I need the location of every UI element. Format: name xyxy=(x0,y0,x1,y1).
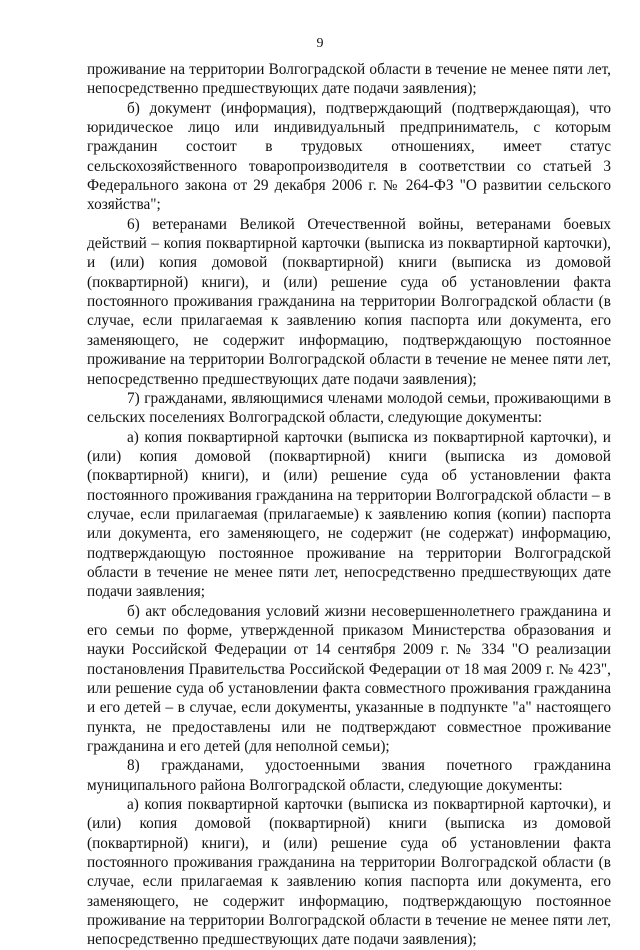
paragraph-item-7-young-family: 7) гражданами, являющимися членами молодой семьи, проживающими в сельских поселениях Волгоградской области, следующие документы: xyxy=(87,389,611,427)
paragraph-item-7a: а) копия поквартирной карточки (выписка из поквартирной карточки), и (или) копия домовой (поквартирной) книги (выписка из домовой (поквартирной) книги), и (или) решение суда об установлении факта постоянного проживания гражданина на территории Волгоградской области – в случае, если прилагаемая (прилагаемые) к заявлению копия (копии) паспорта или документа, его заменяющего, не содержит (не содержат) информацию, подтверждающую постоянное проживание на территории Волгоградской области в течение не менее пяти лет, непосредственно предшествующих дате подачи заявления; xyxy=(87,428,611,601)
paragraph-item-6-veterans: 6) ветеранами Великой Отечественной войны, ветеранами боевых действий – копия поквартирной карточки (выписка из поквартирной карточки), и (или) копия домовой (поквартирной) книги (выписка из домовой (поквартирной) книги), и (или) решение суда об установлении факта постоянного проживания гражданина на территории Волгоградской области (в случае, если прилагаемая к заявлению копия паспорта или документа, его заменяющего, не содержит информацию, подтверждающую постоянное проживание на территории Волгоградской области в течение не менее пяти лет, непосредственно предшествующих дате подачи заявления); xyxy=(87,215,611,388)
page-number: 9 xyxy=(316,36,324,51)
paragraph-6b-document: б) документ (информация), подтверждающий (подтверждающая), что юридическое лицо или индивидуальный предприниматель, с которым гражданин состоит в трудовых отношениях, имеет статус сельскохозяйственного товаропроизводителя в соответствии со статьей 3 Федерального закона от 29 декабря 2006 г. № 264-ФЗ "О развитии сельского хозяйства"; xyxy=(87,99,611,214)
paragraph-item-7b: б) акт обследования условий жизни несовершеннолетнего гражданина и его семьи по форме, утвержденной приказом Министерства образования и науки Российской Федерации от 14 сентября 2009 г. № 334 "О реализации постановления Правительства Российской Федерации от 18 мая 2009 г. № 423", или решение суда об установлении факта совместного проживания гражданина и его детей – в случае, если документы, указанные в подпункте "а" настоящего пункта, не предоставлены или не подтверждают совместное проживание гражданина и его детей (для неполной семьи); xyxy=(87,602,611,756)
paragraph-continuation: проживание на территории Волгоградской области в течение не менее пяти лет, непосредственно предшествующих дате подачи заявления); xyxy=(87,61,611,98)
document-body xyxy=(87,60,611,950)
paragraph-item-8-honorary-citizen: 8) гражданами, удостоенными звания почетного гражданина муниципального района Волгоградской области, следующие документы: xyxy=(87,757,611,794)
paragraph-item-8a: а) копия поквартирной карточки (выписка из поквартирной карточки), и (или) копия домовой (поквартирной) книги (выписка из домовой (поквартирной) книги), и (или) решение суда об установлении факта постоянного проживания гражданина на территории Волгоградской области (в случае, если прилагаемая к заявлению копия паспорта или документа, его заменяющего, не содержит информацию, подтверждающую постоянное проживание на территории Волгоградской области в течение не менее пяти лет, непосредственно предшествующих дате подачи заявления); xyxy=(87,796,611,949)
